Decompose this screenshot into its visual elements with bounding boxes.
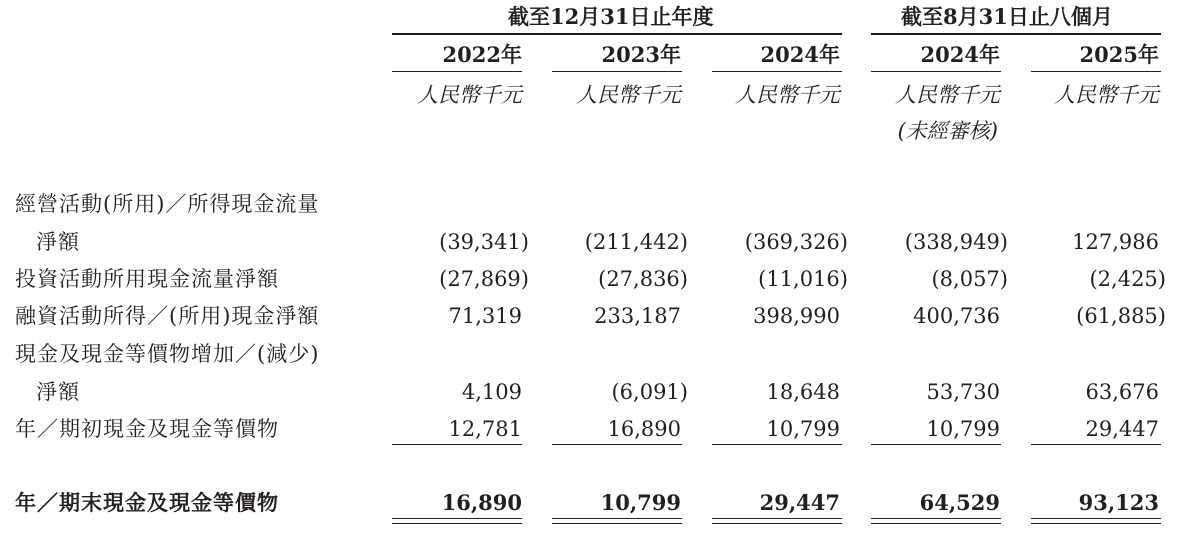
subtotal-rule-2024-8m: [871, 444, 1001, 445]
cell-2024-8m: 10,799: [926, 417, 1000, 441]
row-label: 現金及現金等價物增加／(減少): [15, 342, 320, 366]
cell-2024-8m: (338,949): [904, 230, 1008, 254]
column-year-rule: [712, 71, 842, 72]
cell-2023: 233,187: [594, 304, 681, 328]
column-unit: 人民幣千元: [417, 83, 522, 107]
cell-2022: (27,869): [439, 267, 529, 291]
group-rule-eight-months: [871, 33, 1161, 35]
cell-2024-8m: 64,529: [919, 490, 1000, 515]
cell-2025-8m: (61,885): [1076, 304, 1166, 328]
cell-2025-8m: 127,986: [1072, 230, 1159, 254]
column-unit: 人民幣千元: [576, 83, 681, 107]
column-year-rule: [392, 71, 522, 72]
subtotal-rule-2024: [712, 444, 842, 445]
row-label-continued: 淨額: [36, 380, 80, 404]
cell-2022: 4,109: [461, 380, 522, 404]
cell-2024: (11,016): [758, 267, 848, 291]
cell-2023: 16,890: [607, 417, 681, 441]
column-year-rule: [871, 71, 1001, 72]
cell-2022: 71,319: [448, 304, 522, 328]
cell-2025-8m: 63,676: [1085, 380, 1159, 404]
row-label-continued: 淨額: [36, 230, 80, 254]
column-note-unaudited: (未經審核): [897, 119, 998, 143]
row-label: 融資活動所得／(所用)現金淨額: [15, 304, 320, 328]
column-year: 2022年: [442, 42, 522, 67]
cell-2023: (6,091): [611, 380, 688, 404]
cell-2024: 10,799: [766, 417, 840, 441]
group-title-year-ended: 截至12月31日止年度: [508, 4, 714, 29]
cell-2022: (39,341): [439, 230, 529, 254]
row-label: 年／期初現金及現金等價物: [15, 417, 279, 441]
subtotal-rule-2025-8m: [1031, 444, 1161, 445]
group-rule-year-ended: [392, 33, 842, 35]
cell-2024: 398,990: [753, 304, 840, 328]
row-label: 年／期末現金及現金等價物: [15, 490, 279, 515]
cell-2024: (369,326): [744, 230, 848, 254]
cell-2022: 16,890: [441, 490, 522, 515]
cell-2023: (27,836): [598, 267, 688, 291]
cell-2024: 29,447: [759, 490, 840, 515]
cell-2024-8m: (8,057): [931, 267, 1008, 291]
cell-2025-8m: (2,425): [1089, 267, 1166, 291]
column-year-rule: [1031, 71, 1161, 72]
column-unit: 人民幣千元: [895, 83, 1000, 107]
cell-2022: 12,781: [448, 417, 522, 441]
column-year: 2023年: [601, 42, 681, 67]
cell-2024: 18,648: [766, 380, 840, 404]
cell-2023: (211,442): [584, 230, 688, 254]
row-label: 投資活動所用現金流量淨額: [15, 267, 279, 291]
column-unit: 人民幣千元: [735, 83, 840, 107]
cell-2025-8m: 29,447: [1085, 417, 1159, 441]
column-unit: 人民幣千元: [1054, 83, 1159, 107]
row-label: 經營活動(所用)／所得現金流量: [15, 192, 320, 216]
cell-2023: 10,799: [600, 490, 681, 515]
cell-2024-8m: 400,736: [913, 304, 1000, 328]
cell-2025-8m: 93,123: [1078, 490, 1159, 515]
column-year: 2025年: [1079, 42, 1159, 67]
cell-2024-8m: 53,730: [926, 380, 1000, 404]
column-year: 2024年: [760, 42, 840, 67]
subtotal-rule-2023: [552, 444, 682, 445]
group-title-eight-months: 截至8月31日止八個月: [901, 4, 1113, 29]
column-year: 2024年: [920, 42, 1000, 67]
column-year-rule: [552, 71, 682, 72]
subtotal-rule-2022: [392, 444, 522, 445]
